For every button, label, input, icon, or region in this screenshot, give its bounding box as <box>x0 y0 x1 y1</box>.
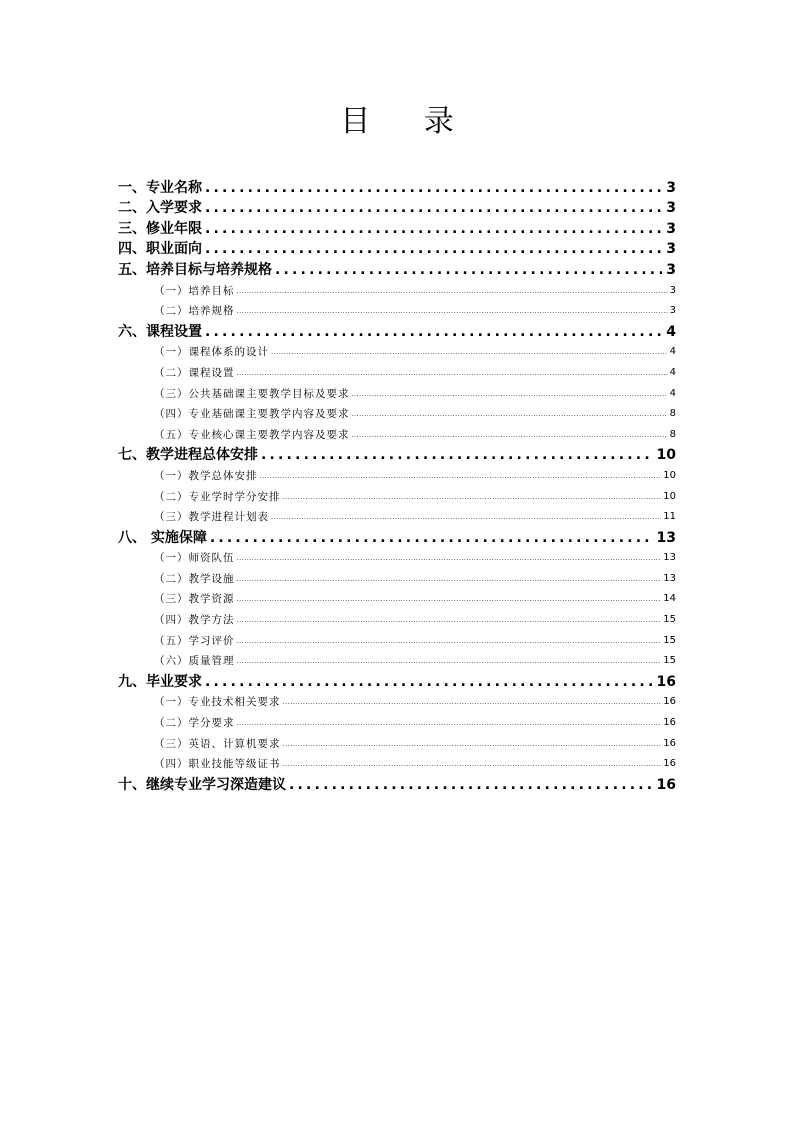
toc-page-number: 15 <box>663 634 676 646</box>
toc-chapter-entry[interactable] <box>118 671 676 692</box>
toc-dot-leader <box>281 754 662 774</box>
toc-page-number: 4 <box>669 346 676 358</box>
toc-page-number: 13 <box>663 552 676 564</box>
toc-dot-leader <box>350 404 668 424</box>
toc-page-number: 15 <box>663 614 676 626</box>
toc-dot-leader <box>286 775 653 795</box>
toc-section-entry[interactable] <box>118 342 676 363</box>
toc-entry-label: 五、培养目标与培养规格 <box>118 261 272 278</box>
toc-page-number: 16 <box>656 673 676 690</box>
toc-page-number: 8 <box>669 428 676 440</box>
toc-section-entry[interactable] <box>118 548 676 569</box>
toc-entry-label: （二）教学设施 <box>154 572 235 585</box>
toc-dot-leader <box>202 322 662 342</box>
toc-page-number: 3 <box>666 220 676 237</box>
toc-page-number: 8 <box>669 408 676 420</box>
toc-dot-leader <box>350 384 668 404</box>
toc-page-number: 16 <box>663 717 676 729</box>
toc-chapter-entry[interactable] <box>118 198 676 219</box>
toc-entry-label: （四）专业基础课主要教学内容及要求 <box>154 408 350 421</box>
toc-entry-label: 七、教学进程总体安排 <box>118 447 258 464</box>
toc-section-entry[interactable] <box>118 507 676 528</box>
toc-section-entry[interactable] <box>118 383 676 404</box>
toc-dot-leader <box>235 281 668 301</box>
toc-page-number: 16 <box>656 776 676 793</box>
toc-dot-leader <box>281 734 662 754</box>
toc-dot-leader <box>269 507 661 527</box>
toc-entry-label: 四、职业面向 <box>118 241 202 258</box>
toc-section-entry[interactable] <box>118 424 676 445</box>
toc-section-entry[interactable] <box>118 568 676 589</box>
toc-dot-leader <box>269 342 668 362</box>
toc-section-entry[interactable] <box>118 630 676 651</box>
toc-dot-leader <box>202 198 662 218</box>
toc-dot-leader <box>235 610 662 630</box>
toc-page-number: 14 <box>663 593 676 605</box>
toc-page-number: 4 <box>669 366 676 378</box>
toc-page-number: 3 <box>666 261 676 278</box>
toc-entry-label: （二）学分要求 <box>154 717 235 730</box>
toc-dot-leader <box>235 631 662 651</box>
toc-section-entry[interactable] <box>118 404 676 425</box>
toc-chapter-entry[interactable] <box>118 218 676 239</box>
toc-page-number: 10 <box>663 469 676 481</box>
toc-entry-label: 三、修业年限 <box>118 220 202 237</box>
toc-page-number: 13 <box>663 572 676 584</box>
toc-section-entry[interactable] <box>118 692 676 713</box>
toc-entry-label: （六）质量管理 <box>154 655 235 668</box>
toc-entry-label: 十、继续专业学习深造建议 <box>118 776 286 793</box>
toc-section-entry[interactable] <box>118 651 676 672</box>
toc-entry-label: （五）专业核心课主要教学内容及要求 <box>154 428 350 441</box>
toc-dot-leader <box>202 178 662 198</box>
toc-section-entry[interactable] <box>118 301 676 322</box>
toc-dot-leader <box>235 651 662 671</box>
toc-dot-leader <box>235 713 662 733</box>
toc-entry-label: （四）教学方法 <box>154 614 235 627</box>
toc-page-number: 3 <box>669 284 676 296</box>
toc-page-number: 10 <box>656 447 676 464</box>
toc-dot-leader <box>258 445 653 465</box>
page-title: 目 录 <box>340 104 476 139</box>
toc-entry-label: 二、入学要求 <box>118 200 202 217</box>
toc-chapter-entry[interactable] <box>118 321 676 342</box>
toc-page-number: 16 <box>663 696 676 708</box>
toc-entry-label: （三）公共基础课主要教学目标及要求 <box>154 387 350 400</box>
toc-chapter-entry[interactable] <box>118 177 676 198</box>
toc-entry-label: （一）教学总体安排 <box>154 469 258 482</box>
toc-page-number: 4 <box>666 323 676 340</box>
toc-page-number: 4 <box>669 387 676 399</box>
toc-page-number: 3 <box>666 179 676 196</box>
toc-entry-label: （五）学习评价 <box>154 634 235 647</box>
toc-dot-leader <box>235 589 662 609</box>
toc-section-entry[interactable] <box>118 465 676 486</box>
toc-page-number: 3 <box>669 305 676 317</box>
toc-page-number: 15 <box>663 655 676 667</box>
toc-dot-leader <box>235 301 668 321</box>
toc-page-number: 16 <box>663 758 676 770</box>
toc-entry-label: 一、专业名称 <box>118 179 202 196</box>
toc-entry-label: （一）课程体系的设计 <box>154 346 269 359</box>
toc-entry-label: （二）专业学时学分安排 <box>154 490 281 503</box>
toc-section-entry[interactable] <box>118 362 676 383</box>
toc-section-entry[interactable] <box>118 754 676 775</box>
toc-entry-label: （三）教学进程计划表 <box>154 511 269 524</box>
toc-section-entry[interactable] <box>118 280 676 301</box>
table-of-contents <box>118 177 676 795</box>
toc-section-entry[interactable] <box>118 733 676 754</box>
toc-entry-label: （一）师资队伍 <box>154 552 235 565</box>
toc-entry-label: （二）培养规格 <box>154 305 235 318</box>
toc-entry-label: （三）教学资源 <box>154 593 235 606</box>
toc-dot-leader <box>272 260 662 280</box>
toc-section-entry[interactable] <box>118 609 676 630</box>
toc-entry-label: 九、毕业要求 <box>118 673 202 690</box>
toc-page-number: 3 <box>666 241 676 258</box>
toc-entry-label: （四）职业技能等级证书 <box>154 758 281 771</box>
toc-dot-leader <box>207 528 653 548</box>
toc-entry-label: 六、课程设置 <box>118 323 202 340</box>
toc-section-entry[interactable] <box>118 486 676 507</box>
toc-dot-leader <box>235 363 668 383</box>
toc-page-number: 16 <box>663 737 676 749</box>
toc-page-number: 11 <box>663 511 676 523</box>
toc-dot-leader <box>202 672 653 692</box>
toc-page-number: 13 <box>656 529 676 546</box>
toc-entry-label: 八、 实施保障 <box>118 529 207 546</box>
toc-chapter-entry[interactable] <box>118 259 676 280</box>
toc-entry-label: （一）专业技术相关要求 <box>154 696 281 709</box>
toc-dot-leader <box>202 219 662 239</box>
toc-chapter-entry[interactable] <box>118 445 676 466</box>
toc-page-number: 10 <box>663 490 676 502</box>
toc-chapter-entry[interactable] <box>118 774 676 795</box>
toc-entry-label: （三）英语、计算机要求 <box>154 737 281 750</box>
toc-section-entry[interactable] <box>118 589 676 610</box>
toc-chapter-entry[interactable] <box>118 239 676 260</box>
toc-dot-leader <box>258 466 662 486</box>
toc-section-entry[interactable] <box>118 712 676 733</box>
toc-dot-leader <box>235 548 662 568</box>
toc-dot-leader <box>202 239 662 259</box>
toc-dot-leader <box>281 487 662 507</box>
toc-entry-label: （二）课程设置 <box>154 366 235 379</box>
toc-page-number: 3 <box>666 200 676 217</box>
toc-chapter-entry[interactable] <box>118 527 676 548</box>
toc-entry-label: （一）培养目标 <box>154 284 235 297</box>
toc-dot-leader <box>281 692 662 712</box>
toc-dot-leader <box>350 425 668 445</box>
toc-dot-leader <box>235 569 662 589</box>
